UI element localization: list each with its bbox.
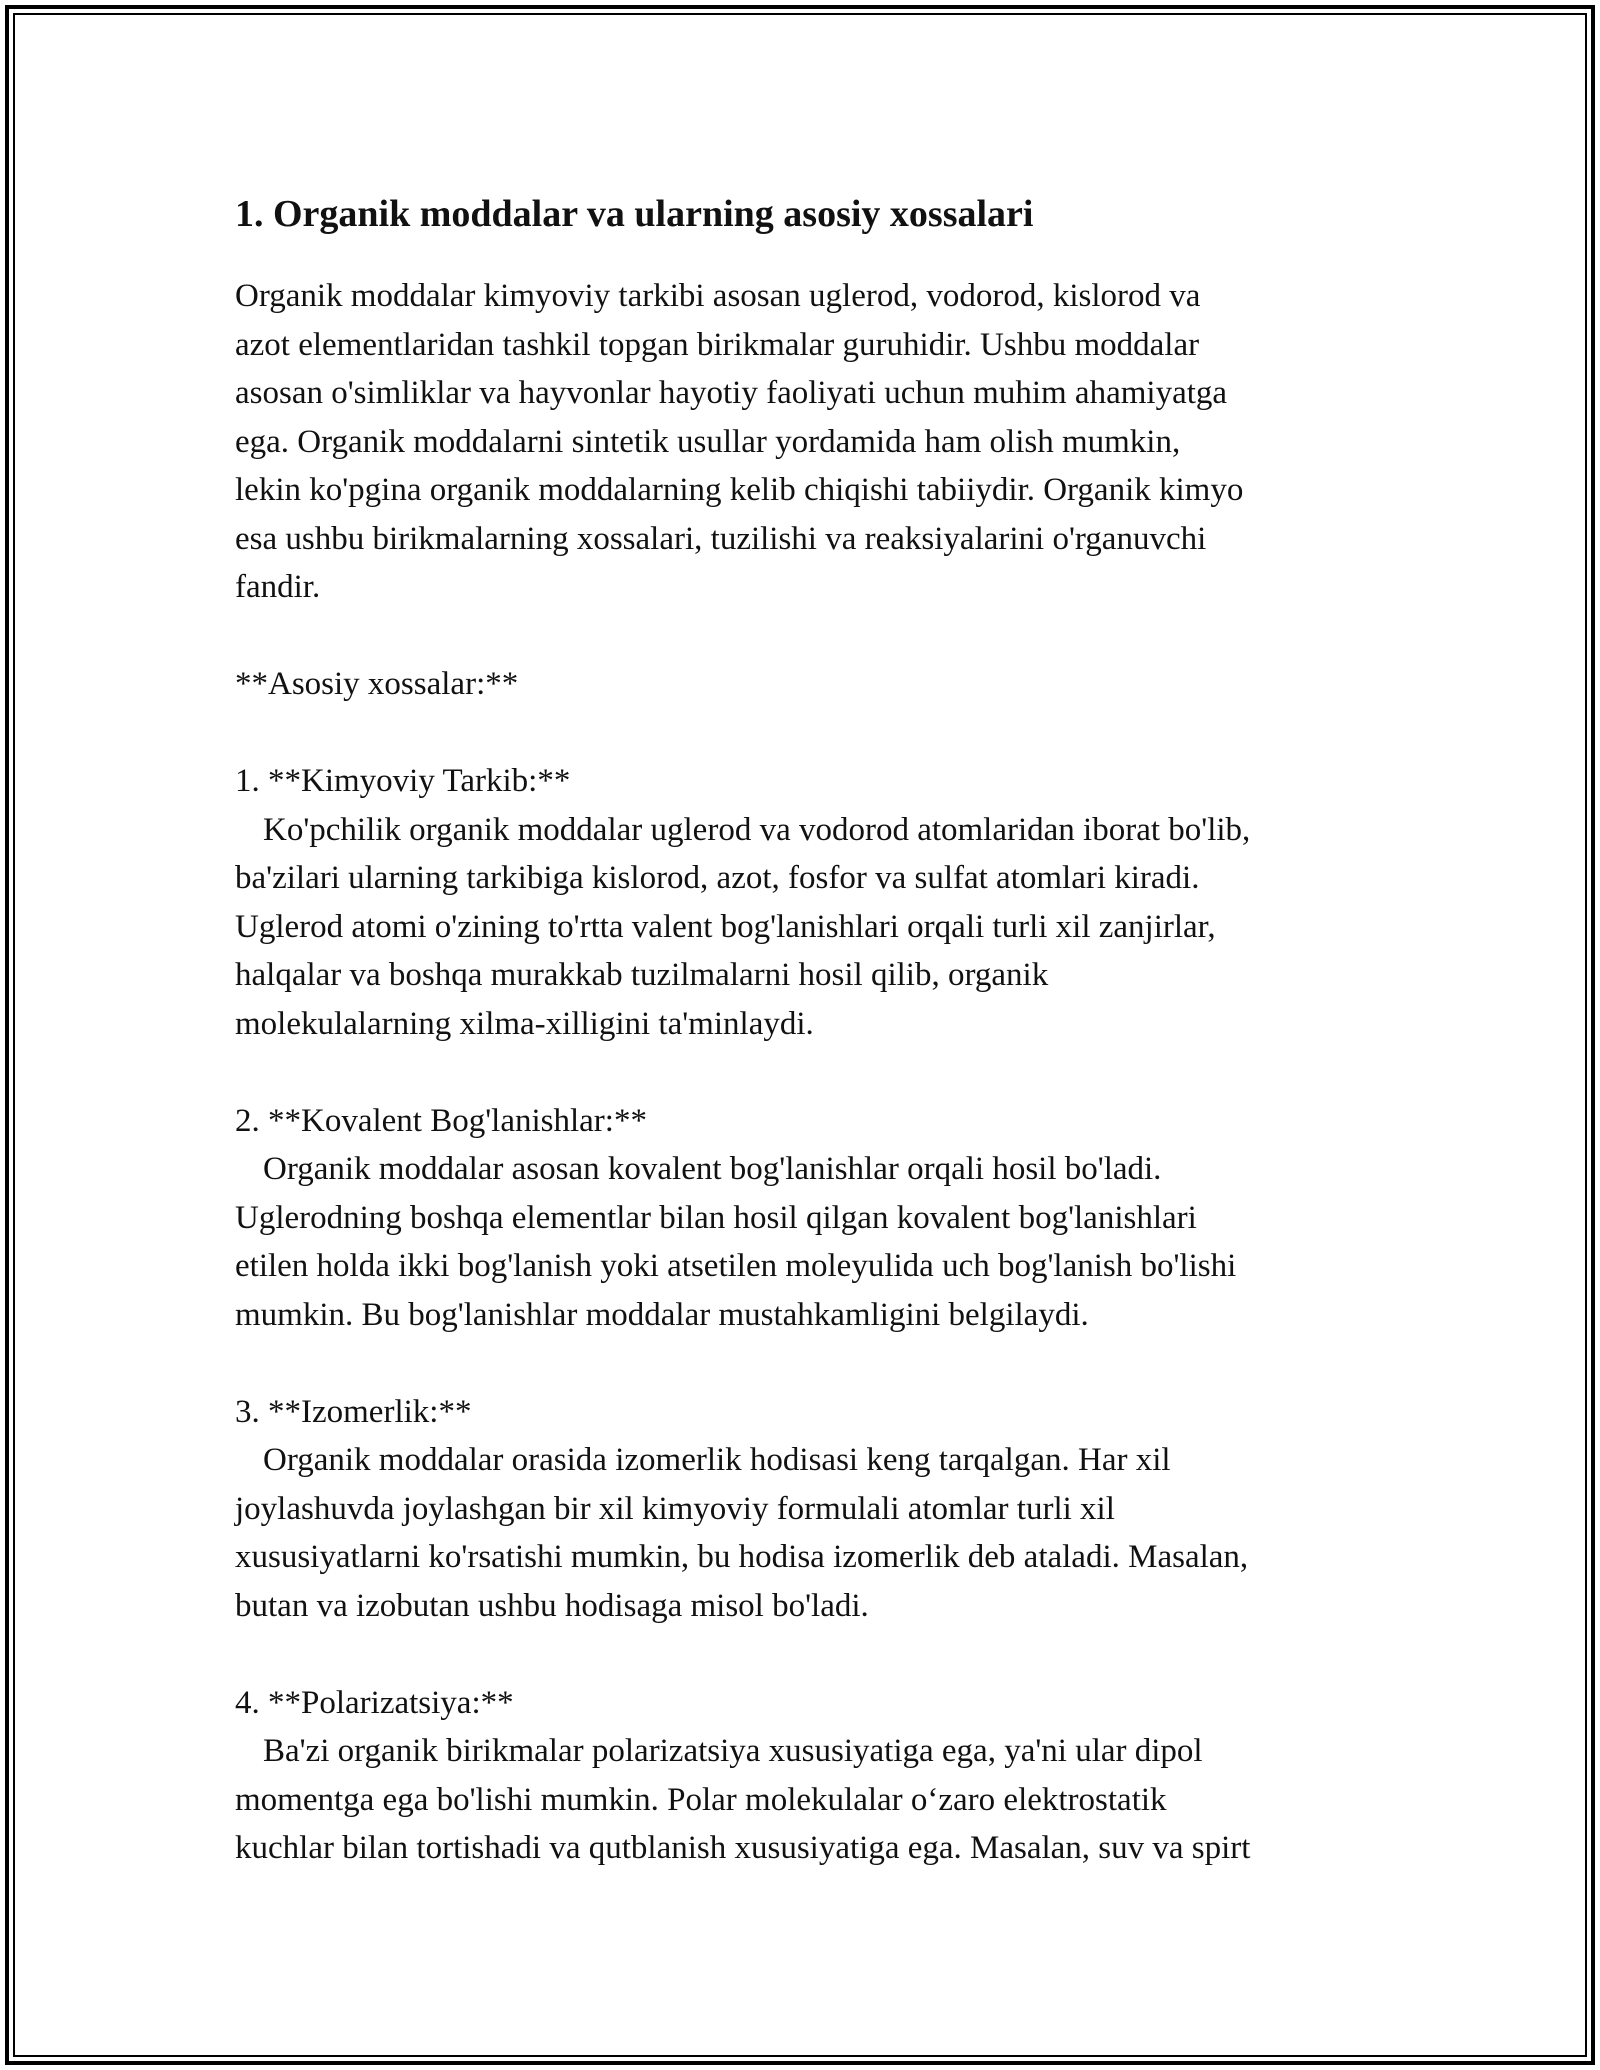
document-title: 1. Organik moddalar va ularning asosiy xossalari bbox=[235, 193, 1034, 235]
spacer bbox=[235, 1630, 1385, 1679]
item-body-3: Organik moddalar orasida izomerlik hodisasi keng tarqalgan. Har xil joylashuvda joylashgan bir xil kimyoviy formulali atomlar turli xil xususiyatlarni ko'rsatishi mumkin, bu hodisa izomerlik deb ataladi. Masalan, butan va izobutan ushbu hodisaga misol bo'ladi. bbox=[235, 1442, 1249, 1624]
spacer bbox=[235, 709, 1385, 758]
spacer bbox=[235, 1339, 1385, 1388]
item-body-2: Organik moddalar asosan kovalent bog'lanishlar orqali hosil bo'ladi. Uglerodning boshqa elementlar bilan hosil qilgan kovalent bog'lanishlari etilen holda ikki bog'lanish yoki atsetilen moleyulida uch bog'lanish bo'lishi mumkin. Bu bog'lanishlar moddalar mustahkamligini belgilaydi. bbox=[235, 1151, 1237, 1333]
item-body-1: Ko'pchilik organik moddalar uglerod va vodorod atomlaridan iborat bo'lib, ba'zilari ularning tarkibiga kislorod, azot, fosfor va sulfat atomlari kiradi. Uglerod atomi o'zining to'rtta valent bog'lanishlari orqali turli xil zanjirlar, halqalar va boshqa murakkab tuzilmalarni hosil qilib, organik molekulalarning xilma-xilligini ta'minlaydi. bbox=[235, 811, 1251, 1042]
document-page bbox=[235, 186, 1385, 1873]
spacer bbox=[235, 1048, 1385, 1097]
section-heading: **Asosiy xossalar:** bbox=[235, 666, 519, 702]
item-heading-1: 1. **Kimyoviy Tarkib:** bbox=[235, 763, 571, 799]
item-body-4: Ba'zi organik birikmalar polarizatsiya xususiyatiga ega, ya'ni ular dipol momentga ega bo'lishi mumkin. Polar molekulalar o‘zaro elektrostatik kuchlar bilan tortishadi va qutblanish xususiyatiga ega. Masalan, suv va spirt bbox=[235, 1733, 1251, 1866]
item-heading-3: 3. **Izomerlik:** bbox=[235, 1393, 472, 1430]
spacer bbox=[235, 612, 1385, 661]
item-heading-4: 4. **Polarizatsiya:** bbox=[235, 1684, 514, 1721]
intro-paragraph: Organik moddalar kimyoviy tarkibi asosan uglerod, vodorod, kislorod va azot elementlaridan tashkil topgan birikmalar guruhidir. Ushbu moddalar asosan o'simliklar va hayvonlar hayotiy faoliyati uchun muhim ahamiyatga ega. Organik moddalarni sintetik usullar yordamida ham olish mumkin, lekin ko'pgina organik moddalarning kelib chiqishi tabiiydir. Organik kimyo esa ushbu birikmalarning xossalari, tuzilishi va reaksiyalarini o'rganuvchi fandir. bbox=[235, 278, 1244, 605]
item-heading-2: 2. **Kovalent Bog'lanishlar:** bbox=[235, 1102, 647, 1139]
